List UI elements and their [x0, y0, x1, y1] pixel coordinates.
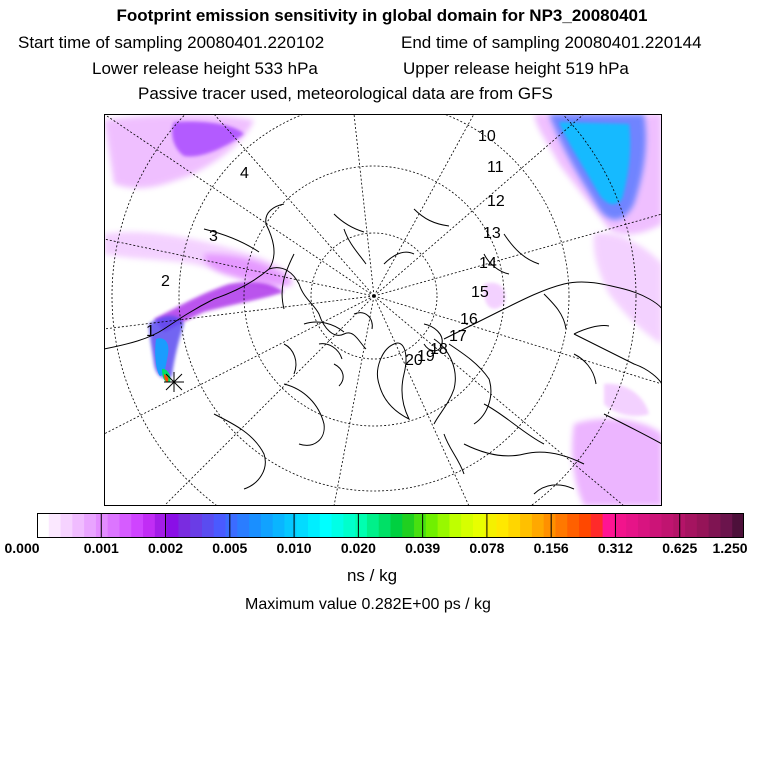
colorbar-swatch: [555, 513, 567, 538]
colorbar-swatch: [732, 513, 744, 538]
day-marker: 2: [161, 273, 170, 290]
day-marker: 12: [487, 193, 505, 210]
upper-height-label: Upper release height 519 hPa: [403, 59, 629, 78]
colorbar-swatch: [579, 513, 591, 538]
colorbar-swatch: [96, 513, 108, 538]
colorbar-swatch: [178, 513, 190, 538]
colorbar-swatch: [614, 513, 626, 538]
colorbar-swatch: [72, 513, 84, 538]
colorbar-swatch: [284, 513, 296, 538]
colorbar-swatch: [591, 513, 603, 538]
colorbar-swatch: [131, 513, 143, 538]
colorbar-swatch: [391, 513, 403, 538]
colorbar-swatch: [638, 513, 650, 538]
colorbar-swatch: [697, 513, 709, 538]
day-marker: 17: [449, 328, 467, 345]
colorbar-swatch: [379, 513, 391, 538]
colorbar-swatch: [214, 513, 226, 538]
colorbar-swatch: [296, 513, 308, 538]
plot-title: Footprint emission sensitivity in global domain for NP3_20080401: [116, 6, 648, 25]
colorbar-swatch: [61, 513, 73, 538]
colorbar-swatch: [449, 513, 461, 538]
colorbar-tick-label: 0.010: [276, 540, 312, 556]
colorbar-swatch: [685, 513, 697, 538]
day-marker: 15: [471, 284, 489, 301]
colorbar: [37, 513, 744, 538]
max-value-label: Maximum value 0.282E+00 ps / kg: [245, 596, 491, 613]
colorbar-swatch: [709, 513, 721, 538]
colorbar-tick-label: 0.000: [4, 540, 40, 556]
day-marker: 13: [483, 225, 501, 242]
day-marker: 11: [487, 159, 504, 176]
day-marker: 14: [479, 255, 497, 272]
end-time-label: End time of sampling 20080401.220144: [401, 33, 702, 52]
colorbar-tick-label: 0.039: [405, 540, 441, 556]
colorbar-swatch: [508, 513, 520, 538]
colorbar-swatch: [261, 513, 273, 538]
footprint-map: [104, 114, 662, 506]
colorbar-swatch: [520, 513, 532, 538]
colorbar-swatch: [320, 513, 332, 538]
colorbar-swatch: [226, 513, 238, 538]
day-marker: 20: [405, 352, 423, 369]
start-time-label: Start time of sampling 20080401.220102: [18, 33, 325, 52]
colorbar-swatch: [603, 513, 615, 538]
colorbar-swatch: [202, 513, 214, 538]
colorbar-tick-label: 1.250: [712, 540, 748, 556]
units-label: ns / kg: [346, 566, 398, 585]
colorbar-swatch: [84, 513, 96, 538]
colorbar-swatch: [343, 513, 355, 538]
colorbar-swatch: [273, 513, 285, 538]
day-marker: 4: [240, 165, 249, 182]
tracer-note: Passive tracer used, meteorological data are from GFS: [138, 84, 553, 103]
colorbar-tick-label: 0.002: [148, 540, 184, 556]
day-marker: 1: [146, 323, 155, 340]
colorbar-swatch: [626, 513, 638, 538]
colorbar-swatch: [237, 513, 249, 538]
colorbar-swatch: [650, 513, 662, 538]
release-point-marker: [164, 372, 184, 392]
colorbar-swatch: [167, 513, 179, 538]
colorbar-swatch: [414, 513, 426, 538]
colorbar-swatch: [426, 513, 438, 538]
day-marker: 18: [430, 341, 448, 358]
day-marker: 10: [478, 128, 496, 145]
colorbar-swatch: [438, 513, 450, 538]
colorbar-swatch: [532, 513, 544, 538]
colorbar-swatch: [461, 513, 473, 538]
colorbar-swatch: [37, 513, 49, 538]
colorbar-swatch: [249, 513, 261, 538]
lower-height-label: Lower release height 533 hPa: [92, 59, 318, 78]
colorbar-swatch: [332, 513, 344, 538]
colorbar-swatch: [119, 513, 131, 538]
colorbar-swatch: [143, 513, 155, 538]
colorbar-swatch: [497, 513, 509, 538]
colorbar-swatch: [720, 513, 732, 538]
colorbar-tick-label: 0.005: [212, 540, 248, 556]
colorbar-swatch: [402, 513, 414, 538]
colorbar-swatch: [355, 513, 367, 538]
colorbar-swatch: [567, 513, 579, 538]
colorbar-tick-label: 0.020: [340, 540, 376, 556]
colorbar-tick-label: 0.078: [469, 540, 505, 556]
colorbar-swatch: [190, 513, 202, 538]
day-marker: 3: [209, 228, 218, 245]
colorbar-tick-label: 0.625: [662, 540, 698, 556]
colorbar-swatch: [367, 513, 379, 538]
colorbar-swatch: [544, 513, 556, 538]
colorbar-tick-label: 0.156: [533, 540, 569, 556]
colorbar-swatch: [473, 513, 485, 538]
colorbar-swatch: [308, 513, 320, 538]
colorbar-swatch: [49, 513, 61, 538]
day-marker: 16: [460, 311, 478, 328]
colorbar-swatch: [108, 513, 120, 538]
colorbar-swatch: [662, 513, 674, 538]
day-marker: 19: [417, 348, 435, 365]
colorbar-tick-label: 0.001: [83, 540, 119, 556]
colorbar-tick-label: 0.312: [597, 540, 633, 556]
